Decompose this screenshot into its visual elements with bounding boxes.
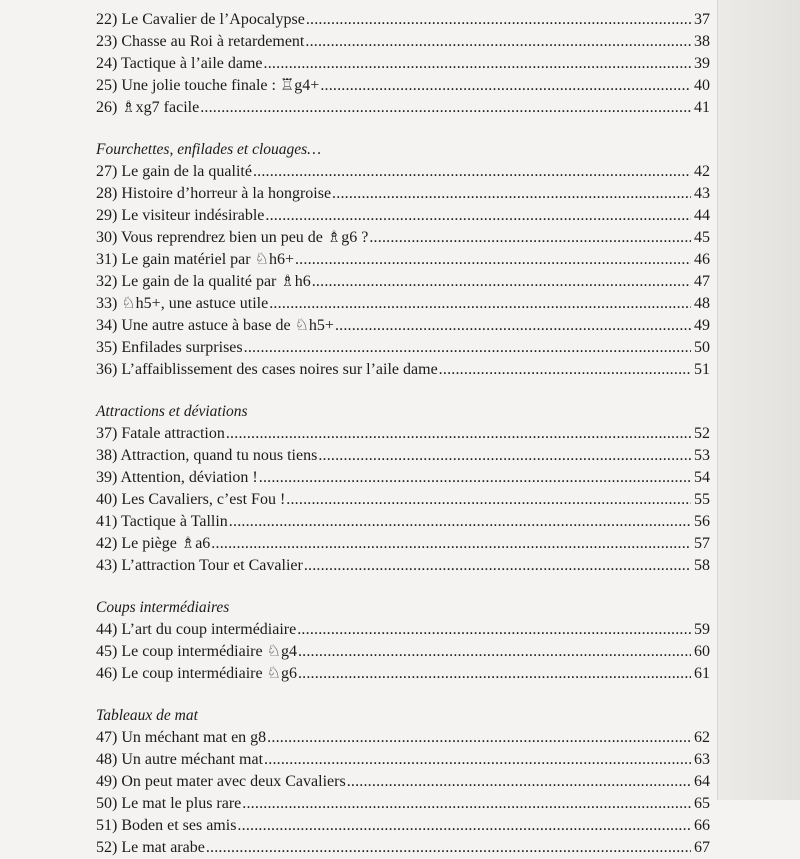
- toc-entry-title: 23) Chasse au Roi à retardement: [96, 33, 305, 50]
- section-heading: Tableaux de mat: [96, 707, 198, 724]
- toc-entry-page-number: 46: [694, 251, 710, 268]
- toc-entry-page-number: 67: [694, 839, 710, 856]
- dot-leader: [229, 511, 691, 533]
- dot-leader: [242, 793, 691, 815]
- toc-entry: [96, 97, 710, 119]
- table-of-contents: [96, 9, 710, 859]
- dot-leader: [312, 271, 691, 293]
- toc-entry: [96, 555, 710, 577]
- adjacent-page-edge: [717, 0, 800, 800]
- toc-entry-page-number: 54: [694, 469, 710, 486]
- dot-leader: [237, 815, 691, 837]
- toc-entry-title: 40) Les Cavaliers, c’est Fou !: [96, 491, 286, 508]
- dot-leader: [264, 53, 691, 75]
- toc-entry: [96, 53, 710, 75]
- toc-entry: [96, 641, 710, 663]
- toc-entry-page-number: 44: [694, 207, 710, 224]
- toc-entry-title: 33) ♘h5+, une astuce utile: [96, 295, 269, 312]
- toc-entry-page-number: 41: [694, 99, 710, 116]
- toc-section: [96, 139, 710, 381]
- toc-entry-page-number: 60: [694, 643, 710, 660]
- section-heading: Attractions et déviations: [96, 403, 248, 420]
- toc-section: [96, 401, 710, 577]
- toc-entry-page-number: 43: [694, 185, 710, 202]
- toc-entry-page-number: 39: [694, 55, 710, 72]
- toc-entry: [96, 423, 710, 445]
- toc-entry: [96, 293, 710, 315]
- toc-entry-title: 26) ♗xg7 facile: [96, 99, 200, 116]
- toc-entry-page-number: 49: [694, 317, 710, 334]
- dot-leader: [298, 641, 691, 663]
- section-heading: Fourchettes, enfilades et clouages…: [96, 141, 321, 158]
- toc-entry-page-number: 56: [694, 513, 710, 530]
- dot-leader: [253, 161, 691, 183]
- toc-entry: [96, 619, 710, 641]
- dot-leader: [306, 9, 691, 31]
- toc-entry-page-number: 40: [694, 77, 710, 94]
- toc-entry-title: 37) Fatale attraction: [96, 425, 225, 442]
- dot-leader: [318, 445, 691, 467]
- toc-entry: [96, 771, 710, 793]
- toc-entry-title: 46) Le coup intermédiaire ♘g6: [96, 665, 297, 682]
- toc-entry: [96, 359, 710, 381]
- toc-entry: [96, 489, 710, 511]
- toc-section: [96, 705, 710, 859]
- toc-entry: [96, 271, 710, 293]
- toc-entry: [96, 205, 710, 227]
- toc-entry-title: 29) Le visiteur indésirable: [96, 207, 265, 224]
- toc-entry-title: 41) Tactique à Tallin: [96, 513, 228, 530]
- toc-entry-title: 32) Le gain de la qualité par ♗h6: [96, 273, 311, 290]
- toc-entry-title: 50) Le mat le plus rare: [96, 795, 242, 812]
- toc-entry-title: 34) Une autre astuce à base de ♘h5+: [96, 317, 334, 334]
- toc-entry-title: 31) Le gain matériel par ♘h6+: [96, 251, 294, 268]
- dot-leader: [369, 227, 691, 249]
- section-heading: Coups intermédiaires: [96, 599, 230, 616]
- dot-leader: [264, 749, 691, 771]
- toc-entry: [96, 837, 710, 859]
- toc-entry: [96, 9, 710, 31]
- toc-entry-title: 22) Le Cavalier de l’Apocalypse: [96, 11, 305, 28]
- toc-entry: [96, 727, 710, 749]
- dot-leader: [267, 727, 691, 749]
- toc-entry: [96, 815, 710, 837]
- toc-entry-page-number: 53: [694, 447, 710, 464]
- toc-entry-page-number: 55: [694, 491, 710, 508]
- dot-leader: [347, 771, 691, 793]
- toc-entry-title: 49) On peut mater avec deux Cavaliers: [96, 773, 346, 790]
- toc-entry-title: 52) Le mat arabe: [96, 839, 205, 856]
- toc-entry-page-number: 63: [694, 751, 710, 768]
- toc-entry-page-number: 50: [694, 339, 710, 356]
- toc-entry-page-number: 52: [694, 425, 710, 442]
- toc-entry: [96, 249, 710, 271]
- toc-entry: [96, 467, 710, 489]
- toc-entry-title: 43) L’attraction Tour et Cavalier: [96, 557, 303, 574]
- toc-entry: [96, 183, 710, 205]
- toc-entry-page-number: 48: [694, 295, 710, 312]
- toc-entry-page-number: 51: [694, 361, 710, 378]
- toc-entry-title: 48) Un autre méchant mat: [96, 751, 264, 768]
- toc-entry-page-number: 45: [694, 229, 710, 246]
- toc-entry: [96, 75, 710, 97]
- toc-entry: [96, 749, 710, 771]
- toc-entry-title: 51) Boden et ses amis: [96, 817, 237, 834]
- dot-leader: [244, 337, 691, 359]
- dot-leader: [304, 555, 691, 577]
- dot-leader: [286, 489, 691, 511]
- toc-entry-page-number: 47: [694, 273, 710, 290]
- toc-entry-title: 35) Enfilades surprises: [96, 339, 243, 356]
- toc-entry-page-number: 37: [694, 11, 710, 28]
- toc-entry-title: 28) Histoire d’horreur à la hongroise: [96, 185, 332, 202]
- toc-entry-title: 30) Vous reprendrez bien un peu de ♗g6 ?: [96, 229, 369, 246]
- toc-entry: [96, 315, 710, 337]
- dot-leader: [206, 837, 691, 859]
- toc-entry: [96, 161, 710, 183]
- toc-entry-page-number: 38: [694, 33, 710, 50]
- toc-entry-title: 27) Le gain de la qualité: [96, 163, 252, 180]
- toc-entry-title: 44) L’art du coup intermédiaire: [96, 621, 297, 638]
- toc-entry-title: 42) Le piège ♗a6: [96, 535, 211, 552]
- toc-entry: [96, 227, 710, 249]
- toc-intro-group: [96, 9, 710, 119]
- dot-leader: [298, 663, 691, 685]
- toc-entry-title: 39) Attention, déviation !: [96, 469, 258, 486]
- toc-entry-title: 45) Le coup intermédiaire ♘g4: [96, 643, 297, 660]
- dot-leader: [295, 249, 691, 271]
- dot-leader: [259, 467, 691, 489]
- dot-leader: [265, 205, 691, 227]
- toc-entry-title: 36) L’affaiblissement des cases noires sur l’aile dame: [96, 361, 438, 378]
- toc-entry: [96, 663, 710, 685]
- toc-entry-page-number: 66: [694, 817, 710, 834]
- toc-entry-title: 38) Attraction, quand tu nous tiens: [96, 447, 318, 464]
- toc-entry-title: 47) Un méchant mat en g8: [96, 729, 267, 746]
- toc-entry-page-number: 57: [694, 535, 710, 552]
- toc-entry: [96, 793, 710, 815]
- dot-leader: [335, 315, 691, 337]
- toc-entry-page-number: 42: [694, 163, 710, 180]
- toc-entry: [96, 31, 710, 53]
- dot-leader: [200, 97, 691, 119]
- toc-entry: [96, 445, 710, 467]
- toc-entry-page-number: 64: [694, 773, 710, 790]
- toc-entry-title: 25) Une jolie touche finale : ♖g4+: [96, 77, 320, 94]
- dot-leader: [320, 75, 691, 97]
- dot-leader: [211, 533, 691, 555]
- toc-entry: [96, 533, 710, 555]
- dot-leader: [269, 293, 691, 315]
- toc-entry: [96, 511, 710, 533]
- dot-leader: [297, 619, 691, 641]
- toc-sections: [96, 139, 710, 859]
- toc-entry-page-number: 59: [694, 621, 710, 638]
- dot-leader: [305, 31, 691, 53]
- dot-leader: [226, 423, 691, 445]
- dot-leader: [332, 183, 691, 205]
- toc-entry-page-number: 65: [694, 795, 710, 812]
- toc-entry-title: 24) Tactique à l’aile dame: [96, 55, 263, 72]
- toc-entry-page-number: 58: [694, 557, 710, 574]
- dot-leader: [439, 359, 691, 381]
- toc-entry-page-number: 61: [694, 665, 710, 682]
- toc-section: [96, 597, 710, 685]
- toc-entry-page-number: 62: [694, 729, 710, 746]
- toc-entry: [96, 337, 710, 359]
